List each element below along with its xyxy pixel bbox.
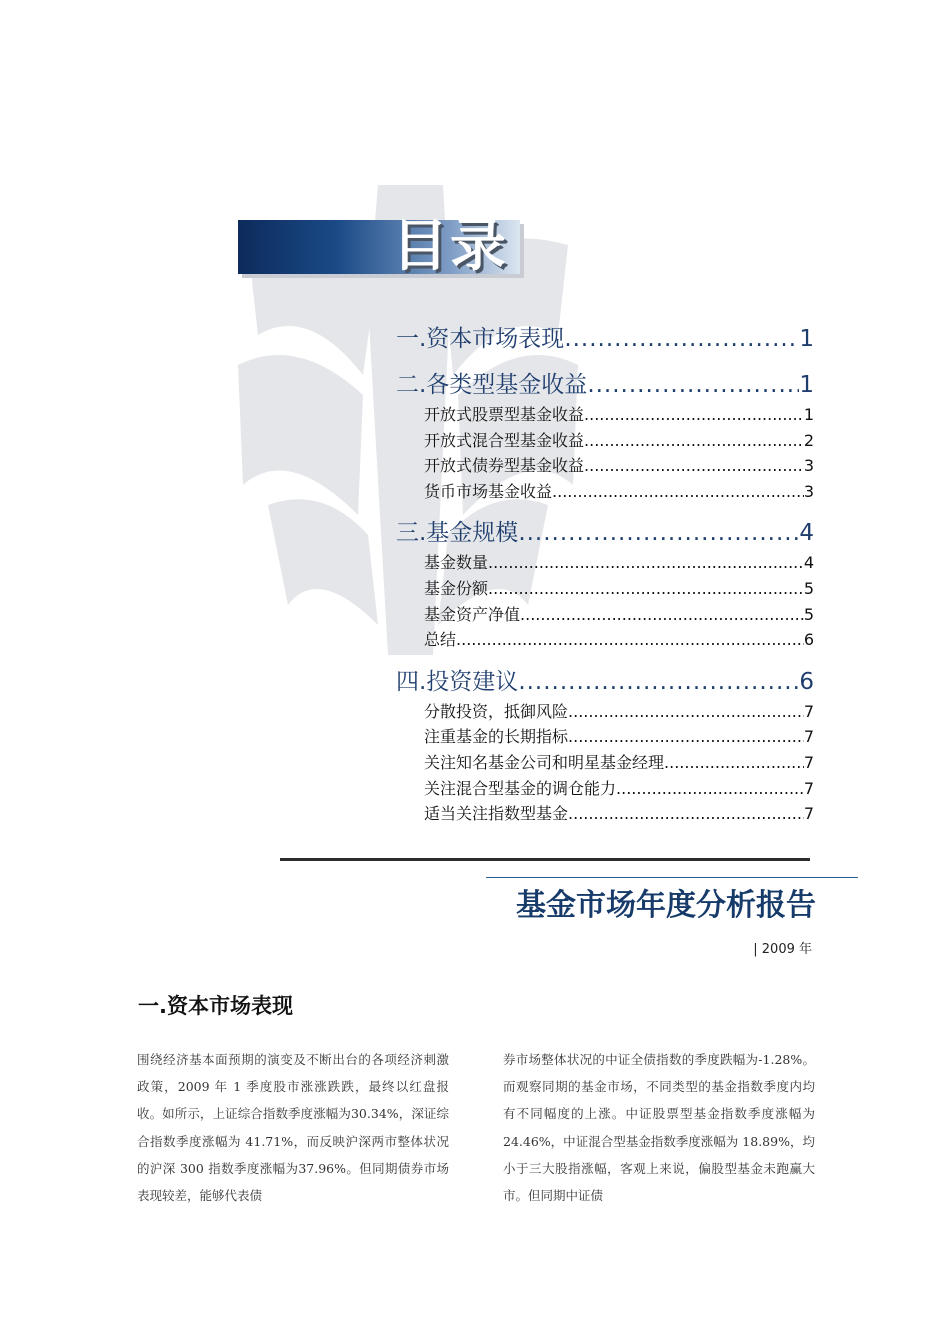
toc-subsection-entry[interactable] (396, 453, 814, 479)
table-of-contents (396, 322, 814, 827)
toc-leader-dots (584, 428, 804, 454)
toc-gap (396, 504, 814, 516)
toc-page-number: 7 (803, 701, 814, 721)
toc-page-number: 3 (803, 456, 814, 476)
toc-entry-title: 货币市场基金收益 (424, 481, 553, 501)
toc-subsection-entry[interactable] (396, 550, 814, 576)
toc-subsection-entry[interactable] (396, 699, 814, 725)
toc-subsection-entry[interactable] (396, 724, 814, 750)
toc-page-number: 1 (803, 405, 814, 424)
toc-page-number: 3 (803, 481, 814, 501)
toc-leader-dots (518, 516, 799, 550)
divider-line-blue (486, 877, 858, 878)
toc-section-entry[interactable] (396, 322, 814, 356)
toc-entry-title: 三.基金规模 (396, 520, 519, 547)
toc-entry-title: 基金资产净值 (424, 604, 521, 624)
toc-page-number: 6 (803, 630, 814, 650)
toc-leader-dots (568, 801, 804, 827)
toc-entry-title: 基金份额 (424, 578, 489, 598)
section-heading: 一.资本市场表现 (138, 994, 293, 1018)
toc-page-number: 5 (803, 604, 814, 624)
toc-leader-dots (568, 724, 804, 750)
report-title: 基金市场年度分析报告 (516, 888, 816, 923)
toc-leader-dots (584, 402, 804, 428)
toc-page-number: 1 (799, 372, 814, 398)
toc-leader-dots (518, 665, 799, 699)
toc-entry-title: 关注知名基金公司和明星基金经理 (424, 752, 665, 772)
toc-subsection-entry[interactable] (396, 576, 814, 602)
report-year: | 2009 年 (753, 942, 812, 957)
toc-gap (396, 356, 814, 368)
toc-leader-dots (488, 576, 804, 602)
toc-section-entry[interactable] (396, 368, 814, 402)
toc-entry-title: 开放式债券型基金收益 (424, 456, 585, 476)
toc-title: 目录 (392, 214, 508, 279)
toc-entry-title: 四.投资建议 (396, 668, 519, 695)
toc-subsection-entry[interactable] (396, 776, 814, 802)
toc-leader-dots (488, 550, 804, 576)
toc-entry-title: 总结 (424, 630, 457, 650)
toc-subsection-entry[interactable] (396, 627, 814, 653)
divider-line (280, 858, 810, 861)
toc-subsection-entry[interactable] (396, 750, 814, 776)
toc-leader-dots (520, 602, 804, 628)
toc-subsection-entry[interactable] (396, 602, 814, 628)
toc-entry-title: 二.各类型基金收益 (396, 372, 588, 398)
toc-subsection-entry[interactable] (396, 428, 814, 454)
toc-page-number: 7 (803, 752, 814, 772)
toc-page-number: 1 (799, 326, 814, 352)
toc-entry-title: 一.资本市场表现 (396, 326, 565, 352)
toc-entry-title: 开放式混合型基金收益 (424, 430, 585, 450)
toc-page-number: 2 (803, 430, 814, 450)
toc-section-entry[interactable] (396, 516, 814, 550)
toc-page-number: 6 (799, 668, 814, 695)
toc-leader-dots (456, 627, 804, 653)
toc-leader-dots (568, 699, 804, 725)
toc-page-number: 7 (803, 778, 814, 798)
toc-section-entry[interactable] (396, 665, 814, 699)
toc-subsection-entry[interactable] (396, 402, 814, 428)
toc-entry-title: 基金数量 (424, 553, 489, 573)
toc-page-number: 7 (803, 804, 814, 824)
toc-leader-dots (584, 453, 804, 479)
toc-entry-title: 开放式股票型基金收益 (424, 405, 585, 424)
toc-page-number: 4 (799, 520, 814, 547)
toc-leader-dots (616, 776, 804, 802)
toc-entry-title: 注重基金的长期指标 (424, 727, 569, 747)
toc-leader-dots (552, 479, 804, 505)
toc-subsection-entry[interactable] (396, 479, 814, 505)
toc-entry-title: 适当关注指数型基金 (424, 804, 569, 824)
toc-page-number: 7 (803, 727, 814, 747)
toc-leader-dots (587, 368, 799, 402)
toc-page-number: 4 (803, 553, 814, 573)
toc-leader-dots (664, 750, 804, 776)
toc-entry-title: 关注混合型基金的调仓能力 (424, 778, 617, 798)
toc-entry-title: 分散投资，抵御风险 (424, 701, 569, 721)
toc-gap (396, 653, 814, 665)
body-column-right: 券市场整体状况的中证全债指数的季度跌幅为-1.28%。而观察同期的基金市场，不同类型的基金指数季度内均有不同幅度的上涨。中证股票型基金指数季度涨幅为 24.46%，中证混合型基金指数季度涨幅为 18.89%，均小于三大股指涨幅，客观上来说，偏股型基金未跑赢大市。但同期中证债 (503, 1052, 815, 1204)
toc-leader-dots (564, 322, 799, 356)
toc-subsection-entry[interactable] (396, 801, 814, 827)
toc-page-number: 5 (803, 578, 814, 598)
body-column-left: 围绕经济基本面预期的演变及不断出台的各项经济刺激政策，2009 年 1 季度股市涨涨跌跌，最终以红盘报收。如所示，上证综合指数季度涨幅为30.34%，深证综合指数季度涨幅为 41.71%，而反映沪深两市整体状况的沪深 300 指数季度涨幅为37.96%。但同期债券市场表现较差，能够代表债 (137, 1052, 449, 1204)
